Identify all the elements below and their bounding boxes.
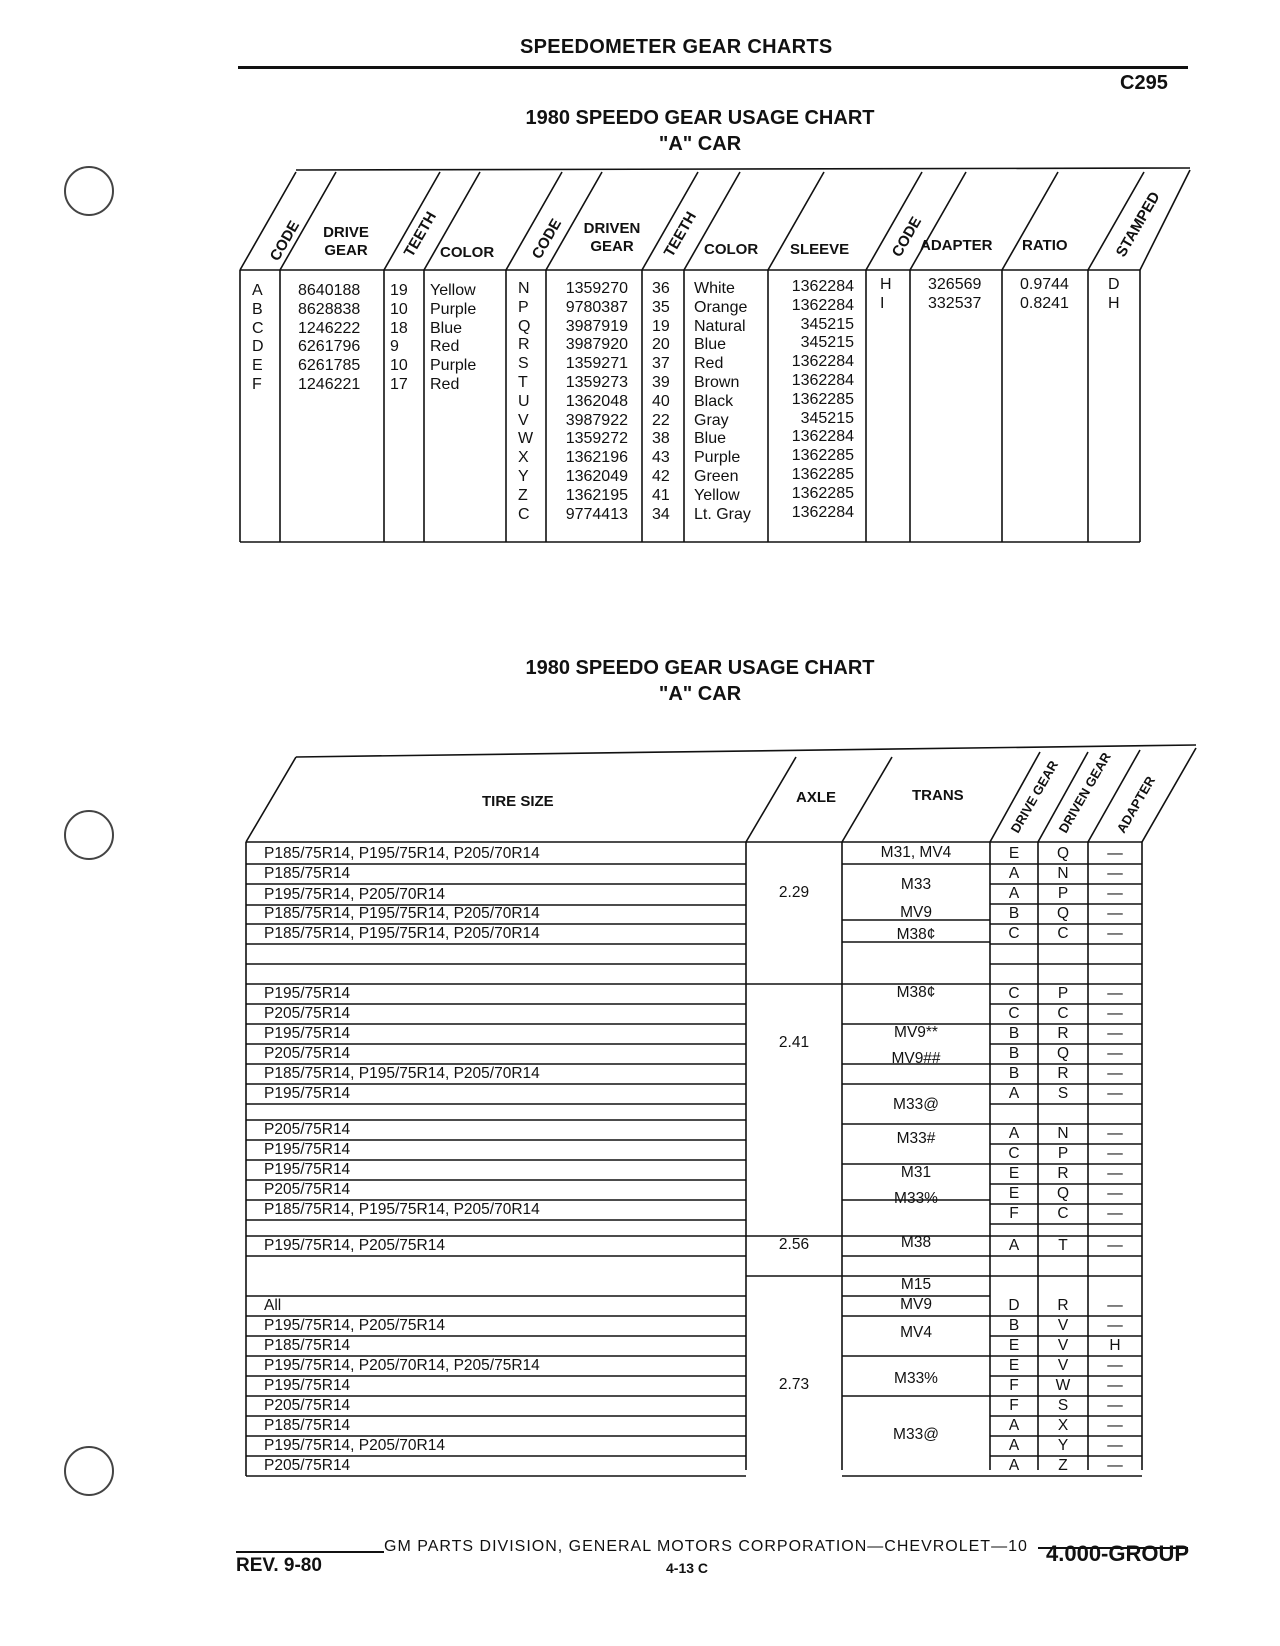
- drive-teeth: 10: [390, 300, 408, 318]
- chart2-title-line: 1980 SPEEDO GEAR USAGE CHART: [525, 657, 875, 679]
- drive-code: A: [252, 282, 263, 299]
- driven-color: Lt. Gray: [694, 505, 751, 523]
- chart1-header-code2: CODE: [528, 215, 566, 262]
- driven-gear-code: R: [1057, 1025, 1069, 1042]
- drive-gear-part: 8628838: [298, 300, 361, 318]
- chart1-header-code1: CODE: [266, 217, 304, 264]
- drive-color: Purple: [430, 300, 477, 318]
- drive-gear-code: E: [1008, 1357, 1020, 1374]
- driven-code: V: [518, 411, 529, 429]
- tire-size-row: P205/75R14: [264, 1457, 351, 1474]
- trans-code: M38¢: [896, 926, 936, 943]
- trans-code: M31, MV4: [880, 844, 952, 861]
- driven-gear-code: R: [1057, 1165, 1069, 1182]
- driven-gear-part: 1362195: [565, 486, 628, 504]
- tire-size-row: P195/75R14: [264, 1377, 351, 1394]
- drive-color: Purple: [430, 357, 477, 375]
- driven-code: Q: [518, 317, 531, 335]
- driven-color: Yellow: [694, 486, 740, 504]
- adapter-code: —: [1107, 1397, 1123, 1414]
- driven-teeth: 42: [652, 467, 670, 485]
- chart1-header-driven-gear: DRIVEN GEAR: [583, 220, 641, 255]
- driven-gear-part: 1359273: [565, 373, 628, 391]
- chart1-header-color1: COLOR: [440, 244, 495, 261]
- drive-teeth: 18: [390, 319, 408, 337]
- driven-color: Black: [694, 392, 734, 410]
- trans-code: M33@: [893, 1426, 939, 1443]
- adapter-code: —: [1107, 845, 1123, 862]
- driven-teeth: 36: [652, 280, 670, 297]
- tire-size-row: P195/75R14, P205/70R14: [264, 886, 445, 903]
- driven-teeth: 22: [652, 411, 670, 429]
- page-code: C295: [1120, 72, 1168, 94]
- chart1-header-sleeve: SLEEVE: [790, 241, 850, 258]
- adapter-code: —: [1107, 1237, 1123, 1254]
- driven-code: N: [518, 280, 530, 297]
- adapter-code: —: [1107, 1437, 1123, 1454]
- driven-teeth: 35: [652, 298, 670, 316]
- adapter-stamped: H: [1108, 294, 1120, 312]
- tire-size-row: P185/75R14, P195/75R14, P205/70R14: [264, 1065, 540, 1082]
- chart1-header-teeth1: TEETH: [400, 208, 441, 260]
- drive-gear-part: 1246222: [298, 319, 361, 337]
- driven-gear-part: 1362049: [565, 467, 628, 485]
- driven-color: Green: [694, 467, 739, 485]
- trans-code: M33@: [893, 1096, 939, 1113]
- trans-code: MV9**: [894, 1024, 938, 1041]
- driven-gear-part: 1359271: [565, 355, 628, 373]
- driven-gear-code: P: [1057, 885, 1069, 902]
- driven-code: R: [518, 336, 530, 354]
- chart1-header-ratio: RATIO: [1022, 237, 1068, 254]
- group-number: 4.000-GROUP: [1046, 1541, 1190, 1566]
- drive-gear-code: A: [1008, 1457, 1020, 1474]
- adapter-code: —: [1107, 1185, 1123, 1202]
- adapter-code: —: [1107, 1125, 1123, 1142]
- trans-code: M31: [900, 1164, 932, 1181]
- sleeve-part: 345215: [800, 334, 854, 352]
- driven-gear-code: V: [1057, 1317, 1069, 1334]
- driven-teeth: 37: [652, 355, 670, 373]
- drive-teeth: 19: [390, 282, 408, 299]
- adapter-code: —: [1107, 1045, 1123, 1062]
- chart1-header-adapter: ADAPTER: [920, 237, 993, 254]
- trans-code: MV9: [900, 1296, 932, 1313]
- driven-gear-code: C: [1057, 1005, 1069, 1022]
- tire-size-row: P185/75R14, P195/75R14, P205/70R14: [264, 1201, 540, 1218]
- driven-gear-part: 1359272: [565, 430, 628, 448]
- adapter-part: 326569: [928, 276, 982, 293]
- driven-color: Blue: [694, 336, 727, 354]
- chart2-header-driven-gear: DRIVEN GEAR: [1055, 749, 1114, 836]
- driven-gear-code: Q: [1056, 905, 1070, 922]
- drive-gear-code: A: [1008, 1437, 1020, 1454]
- driven-teeth: 19: [652, 317, 670, 335]
- adapter-code: —: [1107, 1377, 1123, 1394]
- sleeve-part: 1362284: [791, 428, 854, 446]
- adapter-code: I: [880, 294, 885, 312]
- drive-code: B: [252, 300, 263, 318]
- drive-gear-code: A: [1008, 885, 1020, 902]
- tire-size-row: P185/75R14, P195/75R14, P205/70R14: [264, 905, 540, 922]
- driven-color: Gray: [694, 411, 729, 429]
- driven-gear-code: W: [1055, 1377, 1071, 1394]
- tire-size-row: P195/75R14, P205/75R14: [264, 1237, 445, 1254]
- driven-gear-code: Q: [1056, 845, 1070, 862]
- drive-gear-code: F: [1009, 1377, 1019, 1394]
- driven-gear-code: C: [1057, 925, 1069, 942]
- driven-code: Y: [518, 467, 529, 485]
- sleeve-part: 1362284: [791, 353, 854, 371]
- tire-size-row: P185/75R14: [264, 1337, 351, 1354]
- tire-size-row: P195/75R14, P205/70R14: [264, 1437, 445, 1454]
- adapter-ratio: 0.9744: [1020, 276, 1069, 293]
- tire-size-row: P205/75R14: [264, 1121, 351, 1138]
- adapter-code: —: [1107, 865, 1123, 882]
- chart1-header-color2: COLOR: [704, 241, 759, 258]
- drive-gear-code: B: [1008, 1045, 1020, 1062]
- tire-size-row: P205/75R14: [264, 1181, 351, 1198]
- driven-teeth: 40: [652, 392, 670, 410]
- driven-code: Z: [518, 486, 528, 504]
- tire-size-row: P195/75R14: [264, 985, 351, 1002]
- drive-gear-code: A: [1008, 1125, 1020, 1142]
- axle-ratio: 2.29: [778, 884, 810, 901]
- driven-gear-part: 3987920: [565, 336, 628, 354]
- chart1-header-teeth2: TEETH: [660, 208, 701, 260]
- adapter-code: —: [1107, 985, 1123, 1002]
- drive-teeth: 10: [390, 357, 408, 375]
- drive-gear-part: 6261785: [298, 357, 361, 375]
- driven-gear-code: C: [1057, 1205, 1069, 1222]
- drive-color: Red: [430, 338, 460, 356]
- drive-gear-part: 1246221: [298, 375, 361, 393]
- chart1-header-stamped: STAMPED: [1112, 188, 1164, 260]
- adapter-code: —: [1107, 1005, 1123, 1022]
- driven-gear-code: R: [1057, 1297, 1069, 1314]
- axle-ratio: 2.41: [778, 1034, 810, 1051]
- driven-gear-code: Q: [1056, 1185, 1070, 1202]
- tire-size-row: P195/75R14: [264, 1161, 351, 1178]
- drive-gear-code: F: [1009, 1205, 1019, 1222]
- drive-gear-code: E: [1008, 1337, 1020, 1354]
- drive-color: Blue: [430, 319, 463, 337]
- drive-gear-code: A: [1008, 1417, 1020, 1434]
- adapter-code: H: [1109, 1337, 1121, 1354]
- adapter-code: —: [1107, 1297, 1123, 1314]
- drive-code: C: [252, 319, 264, 337]
- sleeve-part: 345215: [800, 409, 854, 427]
- driven-gear-part: 1362048: [565, 392, 628, 410]
- adapter-code: —: [1107, 1205, 1123, 1222]
- tire-size-row: P195/75R14, P205/75R14: [264, 1317, 445, 1334]
- tire-size-row: P195/75R14: [264, 1141, 351, 1158]
- sleeve-part: 1362285: [791, 484, 854, 502]
- adapter-code: —: [1107, 1457, 1123, 1474]
- sleeve-part: 1362285: [791, 447, 854, 465]
- drive-gear-code: B: [1008, 1317, 1020, 1334]
- driven-code: X: [518, 449, 529, 467]
- tire-size-row: P195/75R14, P205/70R14, P205/75R14: [264, 1357, 540, 1374]
- adapter-code: —: [1107, 1417, 1123, 1434]
- driven-gear-code: X: [1057, 1417, 1069, 1434]
- trans-code: M33: [900, 876, 932, 893]
- driven-gear-code: T: [1058, 1237, 1068, 1254]
- adapter-code: —: [1107, 1025, 1123, 1042]
- page-title: SPEEDOMETER GEAR CHARTS: [520, 36, 833, 58]
- drive-gear-code: D: [1008, 1297, 1020, 1314]
- driven-gear-part: 3987922: [565, 411, 628, 429]
- chart2-header-drive-gear: DRIVE GEAR: [1007, 757, 1062, 836]
- drive-gear-code: B: [1008, 905, 1020, 922]
- chart2-header-trans: TRANS: [912, 787, 964, 804]
- drive-code: F: [252, 375, 262, 393]
- adapter-code: —: [1107, 905, 1123, 922]
- driven-gear-code: V: [1057, 1357, 1069, 1374]
- drive-gear-code: C: [1008, 1005, 1020, 1022]
- driven-gear-code: N: [1057, 865, 1069, 882]
- adapter-code: —: [1107, 1145, 1123, 1162]
- tire-size-row: P185/75R14, P195/75R14, P205/70R14: [264, 925, 540, 942]
- footer-rule-left: [236, 1551, 384, 1553]
- chart1-header-drive-gear: DRIVE GEAR: [323, 224, 369, 259]
- trans-code: M33%: [894, 1190, 938, 1207]
- chart1-title-line: 1980 SPEEDO GEAR USAGE CHART: [525, 107, 875, 129]
- drive-gear-code: B: [1008, 1065, 1020, 1082]
- driven-teeth: 39: [652, 373, 670, 391]
- driven-gear-code: Z: [1058, 1457, 1068, 1474]
- drive-code: E: [252, 357, 263, 375]
- driven-gear-code: Y: [1057, 1437, 1069, 1454]
- driven-gear-code: S: [1057, 1085, 1069, 1102]
- driven-color: Orange: [694, 298, 748, 316]
- tire-size-row: P205/75R14: [264, 1397, 351, 1414]
- tire-size-row: P185/75R14: [264, 865, 351, 882]
- driven-gear-part: 9774413: [565, 505, 628, 523]
- trans-code: M15: [900, 1276, 932, 1293]
- drive-gear-part: 8640188: [298, 282, 361, 299]
- adapter-ratio: 0.8241: [1020, 294, 1069, 312]
- drive-teeth: 17: [390, 375, 408, 393]
- driven-gear-part: 9780387: [565, 298, 628, 316]
- sleeve-part: 1362284: [791, 371, 854, 389]
- chart2-header-adapter: ADAPTER: [1113, 773, 1159, 836]
- trans-code: M33#: [896, 1130, 936, 1147]
- drive-gear-part: 6261796: [298, 338, 361, 356]
- sleeve-part: 345215: [800, 315, 854, 333]
- driven-gear-code: P: [1057, 1145, 1069, 1162]
- driven-code: S: [518, 355, 529, 373]
- trans-code: M33%: [894, 1370, 938, 1387]
- adapter-code: H: [880, 276, 892, 293]
- adapter-part: 332537: [928, 294, 982, 312]
- driven-color: White: [694, 280, 735, 297]
- driven-teeth: 41: [652, 486, 670, 504]
- driven-code: C: [518, 505, 530, 523]
- tire-size-row: P185/75R14, P195/75R14, P205/70R14: [264, 845, 540, 862]
- driven-color: Natural: [694, 317, 746, 335]
- driven-gear-code: N: [1057, 1125, 1069, 1142]
- footer-publisher: GM PARTS DIVISION, GENERAL MOTORS CORPORATION—CHEVROLET—10: [384, 1538, 1028, 1555]
- driven-code: P: [518, 298, 529, 316]
- driven-gear-part: 1362196: [565, 449, 628, 467]
- tire-size-row: All: [264, 1297, 282, 1314]
- chart2-header-axle: AXLE: [796, 789, 837, 806]
- adapter-code: —: [1107, 885, 1123, 902]
- drive-gear-code: B: [1008, 1025, 1020, 1042]
- driven-gear-code: R: [1057, 1065, 1069, 1082]
- drive-gear-code: F: [1009, 1397, 1019, 1414]
- driven-color: Red: [694, 355, 724, 373]
- drive-teeth: 9: [390, 338, 399, 356]
- tire-size-row: P195/75R14: [264, 1025, 351, 1042]
- drive-gear-code: A: [1008, 1237, 1020, 1254]
- trans-code: M38: [900, 1234, 932, 1251]
- sleeve-part: 1362285: [791, 390, 854, 408]
- driven-color: Blue: [694, 430, 727, 448]
- driven-gear-code: P: [1057, 985, 1069, 1002]
- sleeve-part: 1362284: [791, 503, 854, 521]
- tire-size-row: P195/75R14: [264, 1085, 351, 1102]
- axle-ratio: 2.56: [778, 1236, 810, 1253]
- drive-gear-code: A: [1008, 865, 1020, 882]
- adapter-code: —: [1107, 1357, 1123, 1374]
- footer-page-number: 4-13 C: [666, 1560, 709, 1576]
- adapter-code: —: [1107, 1165, 1123, 1182]
- driven-color: Purple: [694, 449, 741, 467]
- driven-code: U: [518, 392, 530, 410]
- driven-code: W: [518, 430, 534, 448]
- driven-gear-code: V: [1057, 1337, 1069, 1354]
- drive-code: D: [252, 338, 264, 356]
- tire-size-row: P205/75R14: [264, 1005, 351, 1022]
- sleeve-part: 1362284: [791, 296, 854, 314]
- revision-label: REV. 9-80: [236, 1555, 322, 1576]
- chart2-subtitle: "A" CAR: [658, 683, 742, 705]
- drive-gear-code: E: [1008, 1165, 1020, 1182]
- driven-teeth: 43: [652, 449, 670, 467]
- drive-gear-code: A: [1008, 1085, 1020, 1102]
- adapter-stamped: D: [1108, 276, 1120, 293]
- driven-gear-part: 3987919: [565, 317, 628, 335]
- trans-code: MV4: [900, 1324, 932, 1341]
- drive-color: Red: [430, 375, 460, 393]
- driven-gear-part: 1359270: [565, 280, 628, 297]
- driven-gear-code: Q: [1056, 1045, 1070, 1062]
- sleeve-part: 1362285: [791, 465, 854, 483]
- adapter-code: —: [1107, 1085, 1123, 1102]
- adapter-code: —: [1107, 1317, 1123, 1334]
- tire-size-row: P185/75R14: [264, 1417, 351, 1434]
- driven-teeth: 38: [652, 430, 670, 448]
- trans-code: M38¢: [896, 984, 936, 1001]
- drive-gear-code: E: [1008, 845, 1020, 862]
- chart1-subtitle: "A" CAR: [658, 133, 742, 155]
- chart1-header-code3: CODE: [888, 213, 926, 260]
- tire-size-row: P205/75R14: [264, 1045, 351, 1062]
- driven-gear-code: S: [1057, 1397, 1069, 1414]
- drive-gear-code: C: [1008, 925, 1020, 942]
- driven-code: T: [518, 373, 528, 391]
- sleeve-part: 1362284: [791, 278, 854, 295]
- drive-gear-code: E: [1008, 1185, 1020, 1202]
- driven-teeth: 20: [652, 336, 670, 354]
- drive-gear-code: C: [1008, 1145, 1020, 1162]
- driven-color: Brown: [694, 373, 740, 391]
- adapter-code: —: [1107, 925, 1123, 942]
- trans-code: MV9: [900, 904, 932, 921]
- trans-code: MV9##: [891, 1050, 941, 1067]
- adapter-code: —: [1107, 1065, 1123, 1082]
- axle-ratio: 2.73: [778, 1376, 810, 1393]
- drive-color: Yellow: [430, 282, 476, 299]
- chart2-header-tire-size: TIRE SIZE: [482, 793, 554, 810]
- driven-teeth: 34: [652, 505, 670, 523]
- drive-gear-code: C: [1008, 985, 1020, 1002]
